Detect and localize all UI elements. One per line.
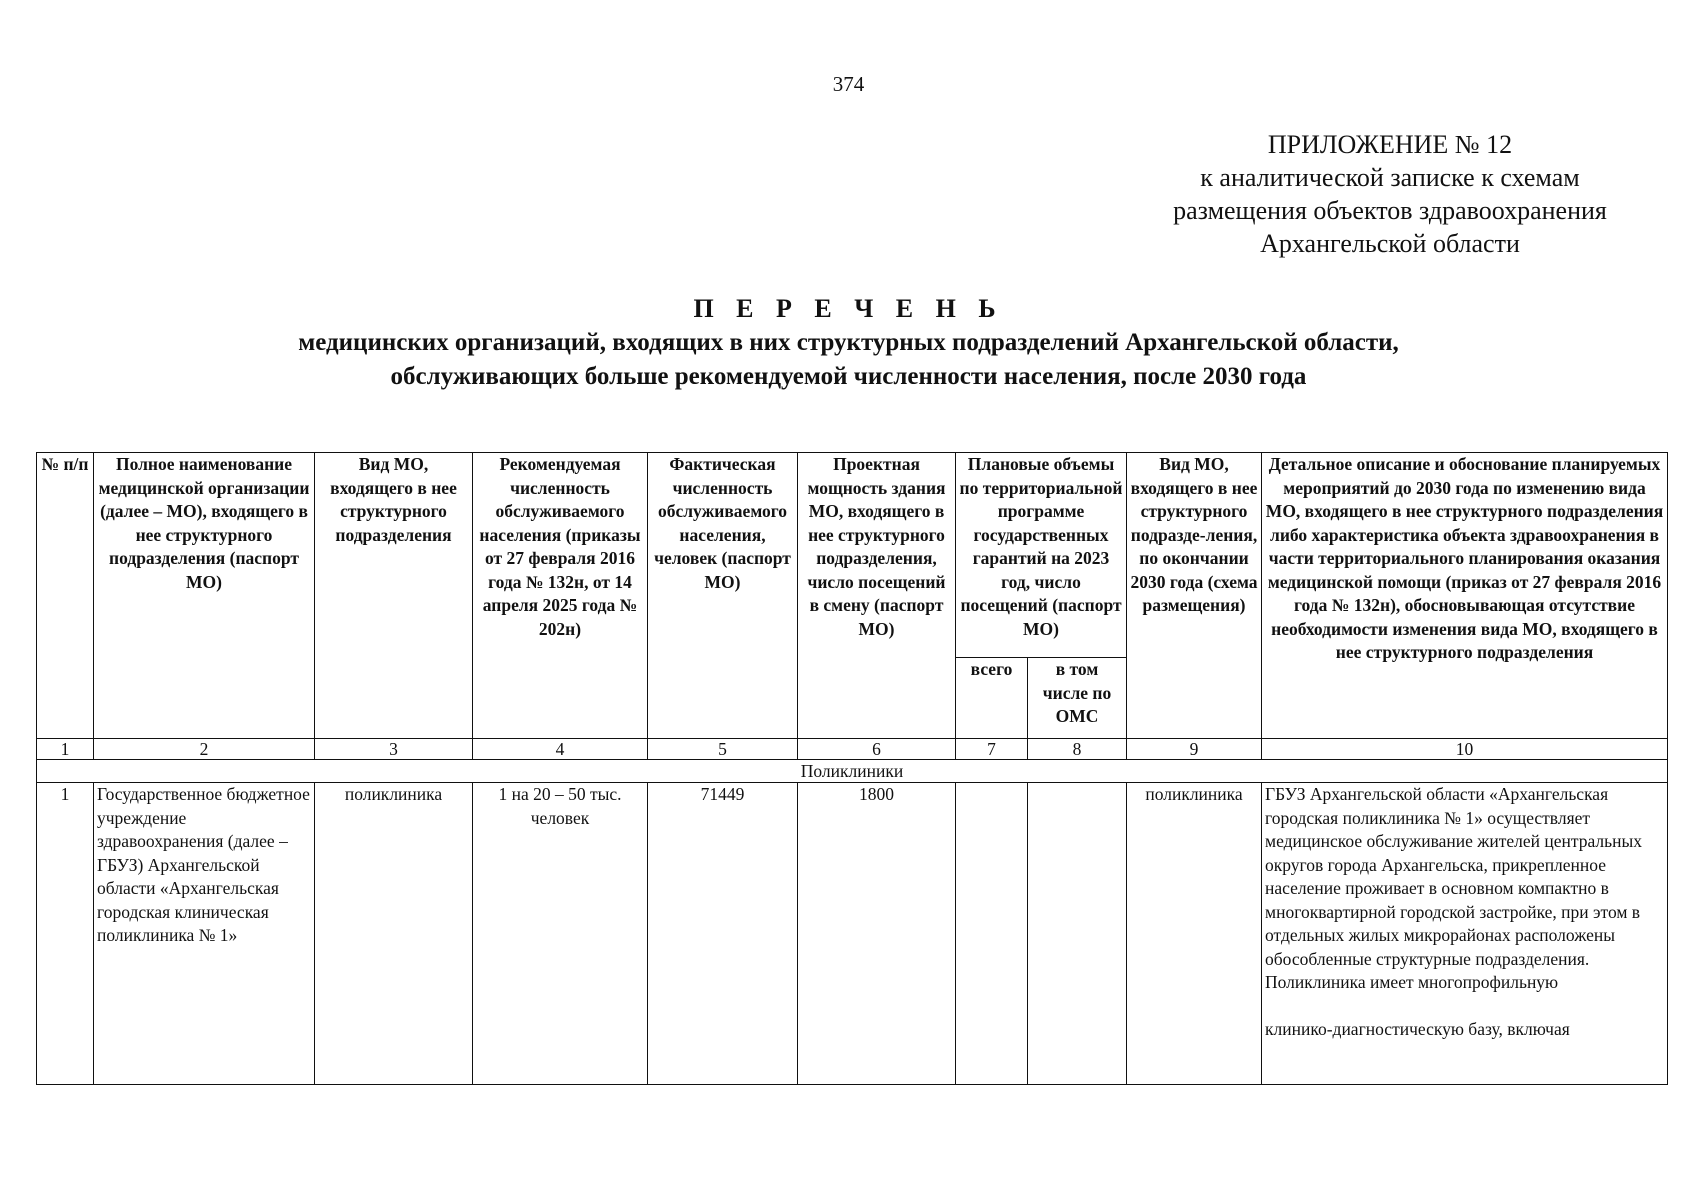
column-number: 10 bbox=[1262, 739, 1668, 760]
column-numbers-row bbox=[37, 739, 1668, 760]
column-number: 7 bbox=[956, 739, 1028, 760]
document-title bbox=[0, 292, 1697, 394]
row-description bbox=[1262, 783, 1668, 1085]
row-capacity: 1800 bbox=[798, 783, 956, 1085]
organizations-table bbox=[36, 452, 1668, 1085]
description-gap bbox=[1265, 995, 1664, 1018]
column-number: 9 bbox=[1127, 739, 1262, 760]
title-heading: П Е Р Е Ч Е Н Ь bbox=[693, 294, 1004, 323]
appendix-line-3: размещения объектов здравоохранения bbox=[1173, 196, 1607, 225]
column-number: 8 bbox=[1028, 739, 1127, 760]
header-actual: Фактическая численность обслуживаемого населения, человек (паспорт МО) bbox=[648, 453, 798, 739]
row-plan-total bbox=[956, 783, 1028, 1085]
row-org-name: Государственное бюджетное учреждение здравоохранения (далее – ГБУЗ) Архангельской области «Архангельская городская клиническая поликлиника № 1» bbox=[94, 783, 315, 1085]
table-row bbox=[37, 783, 1668, 1085]
description-part-1: ГБУЗ Архангельской области «Архангельская городская поликлиника № 1» осуществляет медицинское обслуживание жителей центральных округов города Архангельска, прикрепленное население проживает в основном компактно в многоквартирной городской застройке, при этом в отдельных жилых микрорайонах расположены обособленные структурные подразделения. Поликлиника имеет многопрофильную bbox=[1265, 784, 1643, 992]
row-actual: 71449 bbox=[648, 783, 798, 1085]
column-number: 4 bbox=[473, 739, 648, 760]
row-mo-type: поликлиника bbox=[315, 783, 473, 1085]
header-planned-volumes: Плановые объемы по территориальной программе государственных гарантий на 2023 год, число посещений (паспорт МО) bbox=[956, 453, 1127, 658]
header-description: Детальное описание и обоснование планируемых мероприятий до 2030 года по изменению вида МО, входящего в нее структурного подразделения либо характеристика объекта здравоохранения в части территориального планирования оказания медицинской помощи (приказ от 27 февраля 2016 года № 132н), обосновывающая отсутствие необходимости изменения вида МО, входящего в нее структурного подразделения bbox=[1262, 453, 1668, 739]
header-mo-type: Вид МО, входящего в нее структурного подразделения bbox=[315, 453, 473, 739]
row-recommended: 1 на 20 – 50 тыс. человек bbox=[473, 783, 648, 1085]
header-org-name: Полное наименование медицинской организации (далее – МО), входящего в нее структурного подразделения (паспорт МО) bbox=[94, 453, 315, 739]
column-number: 2 bbox=[94, 739, 315, 760]
page-number: 374 bbox=[832, 72, 865, 96]
row-num: 1 bbox=[37, 783, 94, 1085]
header-plan-oms: в том числе по ОМС bbox=[1028, 658, 1127, 739]
column-number: 1 bbox=[37, 739, 94, 760]
header-num: № п/п bbox=[37, 453, 94, 739]
header-mo-type-2030: Вид МО, входящего в нее структурного подразде-ления, по окончании 2030 года (схема размещения) bbox=[1127, 453, 1262, 739]
title-line-2: обслуживающих больше рекомендуемой численности населения, после 2030 года bbox=[390, 363, 1307, 390]
header-row bbox=[37, 453, 1668, 658]
column-number: 5 bbox=[648, 739, 798, 760]
column-number: 3 bbox=[315, 739, 473, 760]
column-number: 6 bbox=[798, 739, 956, 760]
appendix-line-1: ПРИЛОЖЕНИЕ № 12 bbox=[1267, 130, 1513, 159]
title-line-1: медицинских организаций, входящих в них структурных подразделений Архангельской области, bbox=[298, 329, 1399, 356]
header-recommended: Рекомендуемая численность обслуживаемого населения (приказы от 27 февраля 2016 года № 132н, от 14 апреля 2025 года № 202н) bbox=[473, 453, 648, 739]
row-mo-type-2030: поликлиника bbox=[1127, 783, 1262, 1085]
description-part-2: клинико-диагностическую базу, включая bbox=[1265, 1018, 1570, 1039]
section-title: Поликлиники bbox=[37, 760, 1668, 783]
row-plan-oms bbox=[1028, 783, 1127, 1085]
header-capacity: Проектная мощность здания МО, входящего в нее структурного подразделения, число посещений в смену (паспорт МО) bbox=[798, 453, 956, 739]
appendix-line-4: Архангельской области bbox=[1260, 229, 1520, 258]
appendix-line-2: к аналитической записке к схемам bbox=[1200, 163, 1580, 192]
header-plan-total: всего bbox=[956, 658, 1028, 739]
appendix-header bbox=[1130, 128, 1650, 260]
section-row bbox=[37, 760, 1668, 783]
